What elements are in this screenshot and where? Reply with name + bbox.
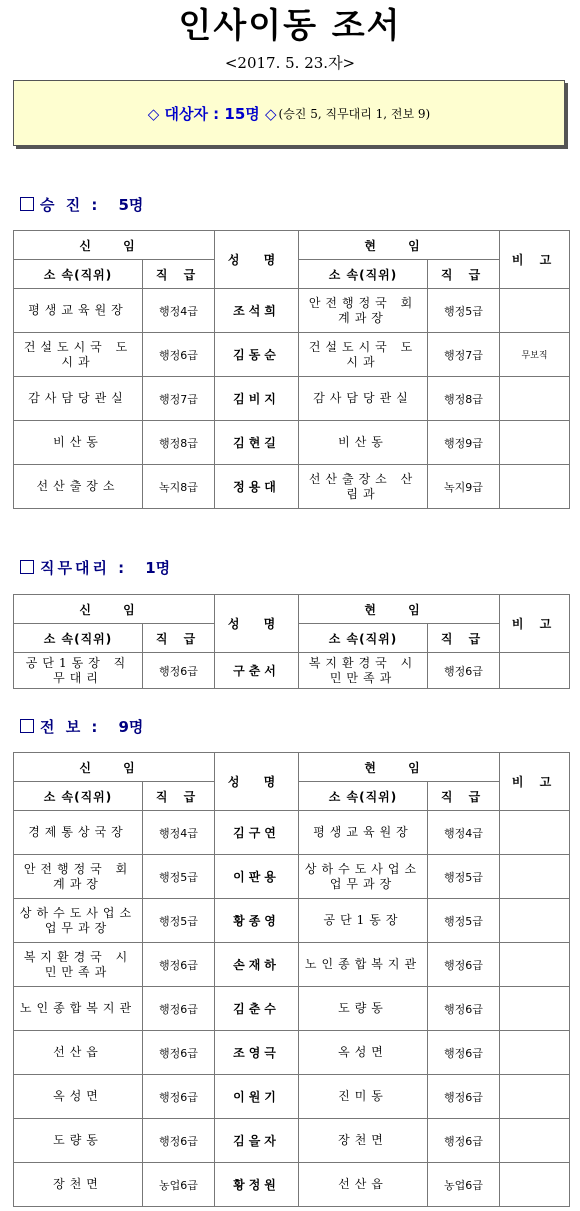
cur-rank-cell: 행정5급 (428, 289, 500, 333)
table-row (14, 855, 570, 899)
name-cell: 김비지 (215, 377, 299, 421)
remark-cell (500, 987, 570, 1031)
section-heading-promotion: 승 진 : 5명 (20, 195, 143, 215)
table-row (14, 465, 570, 509)
header-new-rank: 직 급 (143, 260, 215, 289)
header-new: 신 임 (14, 231, 215, 260)
remark-cell (500, 421, 570, 465)
cur-dept-cell: 선산출장소 산림과 (299, 465, 428, 509)
header-current: 현 임 (299, 595, 500, 624)
header-new-rank: 직 급 (143, 782, 215, 811)
header-cur-rank: 직 급 (428, 624, 500, 653)
cur-dept-cell: 감사담당관실 (299, 377, 428, 421)
name-cell: 이판용 (215, 855, 299, 899)
name-cell: 김동순 (215, 333, 299, 377)
cur-rank-cell: 녹지9급 (428, 465, 500, 509)
remark-cell (500, 653, 570, 689)
table-row (14, 289, 570, 333)
new-rank-cell: 행정6급 (143, 1031, 215, 1075)
table-row (14, 987, 570, 1031)
cur-dept-cell: 비산동 (299, 421, 428, 465)
new-dept-cell: 감사담당관실 (14, 377, 143, 421)
new-rank-cell: 행정6급 (143, 333, 215, 377)
name-cell: 김춘수 (215, 987, 299, 1031)
header-remark: 비 고 (500, 231, 570, 289)
new-dept-cell: 옥성면 (14, 1075, 143, 1119)
cur-rank-cell: 행정7급 (428, 333, 500, 377)
header-remark: 비 고 (500, 595, 570, 653)
cur-rank-cell: 행정6급 (428, 653, 500, 689)
header-cur-rank: 직 급 (428, 782, 500, 811)
new-rank-cell: 행정4급 (143, 811, 215, 855)
new-rank-cell: 행정6급 (143, 1075, 215, 1119)
header-current: 현 임 (299, 753, 500, 782)
document-date: <2017. 5. 23.자> (224, 54, 356, 72)
header-new-dept: 소 속(직위) (14, 624, 143, 653)
header-name: 성 명 (215, 595, 299, 653)
cur-rank-cell: 행정8급 (428, 377, 500, 421)
new-rank-cell: 행정7급 (143, 377, 215, 421)
new-dept-cell: 건설도시국 도시과 (14, 333, 143, 377)
cur-rank-cell: 행정5급 (428, 899, 500, 943)
cur-dept-cell: 안전행정국 회계과장 (299, 289, 428, 333)
cur-dept-cell: 건설도시국 도시과 (299, 333, 428, 377)
new-dept-cell: 도량동 (14, 1119, 143, 1163)
header-cur-dept: 소 속(직위) (299, 782, 428, 811)
cur-rank-cell: 농업6급 (428, 1163, 500, 1207)
new-dept-cell: 비산동 (14, 421, 143, 465)
cur-rank-cell: 행정6급 (428, 987, 500, 1031)
table-row (14, 333, 570, 377)
promotion-table (13, 230, 570, 509)
name-cell: 김현길 (215, 421, 299, 465)
checkbox-square-icon (20, 197, 34, 211)
cur-dept-cell: 장천면 (299, 1119, 428, 1163)
table-row (14, 1075, 570, 1119)
name-cell: 황정원 (215, 1163, 299, 1207)
header-new-dept: 소 속(직위) (14, 782, 143, 811)
header-cur-dept: 소 속(직위) (299, 624, 428, 653)
new-rank-cell: 녹지8급 (143, 465, 215, 509)
cur-dept-cell: 공단1동장 (299, 899, 428, 943)
cur-rank-cell: 행정4급 (428, 811, 500, 855)
name-cell: 손재하 (215, 943, 299, 987)
cur-dept-cell: 옥성면 (299, 1031, 428, 1075)
remark-cell (500, 1075, 570, 1119)
checkbox-square-icon (20, 560, 34, 574)
section-heading-acting: 직무대리 : 1명 (20, 558, 170, 578)
new-rank-cell: 행정6급 (143, 943, 215, 987)
name-cell: 구춘서 (215, 653, 299, 689)
new-rank-cell: 행정6급 (143, 653, 215, 689)
remark-cell (500, 943, 570, 987)
new-dept-cell: 평생교육원장 (14, 289, 143, 333)
cur-rank-cell: 행정6급 (428, 1119, 500, 1163)
table-row (14, 1119, 570, 1163)
new-dept-cell: 장천면 (14, 1163, 143, 1207)
name-cell: 정용대 (215, 465, 299, 509)
header-current: 현 임 (299, 231, 500, 260)
header-new: 신 임 (14, 753, 215, 782)
header-new-rank: 직 급 (143, 624, 215, 653)
new-rank-cell: 행정5급 (143, 899, 215, 943)
name-cell: 김구연 (215, 811, 299, 855)
cur-dept-cell: 복지환경국 시민만족과 (299, 653, 428, 689)
new-rank-cell: 행정6급 (143, 987, 215, 1031)
cur-dept-cell: 노인종합복지관 (299, 943, 428, 987)
table-row (14, 811, 570, 855)
header-name: 성 명 (215, 231, 299, 289)
remark-cell (500, 1031, 570, 1075)
new-dept-cell: 안전행정국 회계과장 (14, 855, 143, 899)
remark-cell: 무보직 (500, 333, 570, 377)
cur-dept-cell: 평생교육원장 (299, 811, 428, 855)
name-cell: 김을자 (215, 1119, 299, 1163)
header-cur-dept: 소 속(직위) (299, 260, 428, 289)
table-row (14, 377, 570, 421)
new-dept-cell: 경제통상국장 (14, 811, 143, 855)
remark-cell (500, 811, 570, 855)
new-dept-cell: 공단1동장 직무대리 (14, 653, 143, 689)
cur-rank-cell: 행정6급 (428, 1031, 500, 1075)
new-rank-cell: 행정6급 (143, 1119, 215, 1163)
table-row (14, 421, 570, 465)
new-rank-cell: 행정4급 (143, 289, 215, 333)
new-rank-cell: 행정5급 (143, 855, 215, 899)
cur-rank-cell: 행정9급 (428, 421, 500, 465)
header-new-dept: 소 속(직위) (14, 260, 143, 289)
name-cell: 이원기 (215, 1075, 299, 1119)
new-dept-cell: 노인종합복지관 (14, 987, 143, 1031)
acting-table (13, 594, 570, 689)
new-dept-cell: 선산출장소 (14, 465, 143, 509)
remark-cell (500, 1163, 570, 1207)
remark-cell (500, 377, 570, 421)
new-dept-cell: 상하수도사업소 업무과장 (14, 899, 143, 943)
remark-cell (500, 465, 570, 509)
cur-dept-cell: 상하수도사업소 업무과장 (299, 855, 428, 899)
cur-dept-cell: 선산읍 (299, 1163, 428, 1207)
section-heading-transfer: 전 보 : 9명 (20, 717, 143, 737)
document-title: 인사이동 조서 (178, 6, 402, 46)
header-cur-rank: 직 급 (428, 260, 500, 289)
cur-rank-cell: 행정6급 (428, 943, 500, 987)
remark-cell (500, 289, 570, 333)
checkbox-square-icon (20, 719, 34, 733)
cur-dept-cell: 진미동 (299, 1075, 428, 1119)
header-name: 성 명 (215, 753, 299, 811)
table-row (14, 1163, 570, 1207)
remark-cell (500, 855, 570, 899)
summary-count: ◇ 대상자 : 15명 ◇ (147, 104, 277, 123)
table-row (14, 1031, 570, 1075)
cur-rank-cell: 행정5급 (428, 855, 500, 899)
header-remark: 비 고 (500, 753, 570, 811)
new-dept-cell: 복지환경국 시민만족과 (14, 943, 143, 987)
remark-cell (500, 1119, 570, 1163)
name-cell: 황종영 (215, 899, 299, 943)
table-row (14, 653, 570, 689)
name-cell: 조영극 (215, 1031, 299, 1075)
table-row (14, 899, 570, 943)
new-dept-cell: 선산읍 (14, 1031, 143, 1075)
new-rank-cell: 행정8급 (143, 421, 215, 465)
name-cell: 조석희 (215, 289, 299, 333)
cur-rank-cell: 행정6급 (428, 1075, 500, 1119)
header-new: 신 임 (14, 595, 215, 624)
summary-detail: (승진 5, 직무대리 1, 전보 9) (278, 106, 431, 121)
cur-dept-cell: 도량동 (299, 987, 428, 1031)
remark-cell (500, 899, 570, 943)
transfer-table (13, 752, 570, 1207)
table-row (14, 943, 570, 987)
summary-box (13, 80, 565, 146)
new-rank-cell: 농업6급 (143, 1163, 215, 1207)
